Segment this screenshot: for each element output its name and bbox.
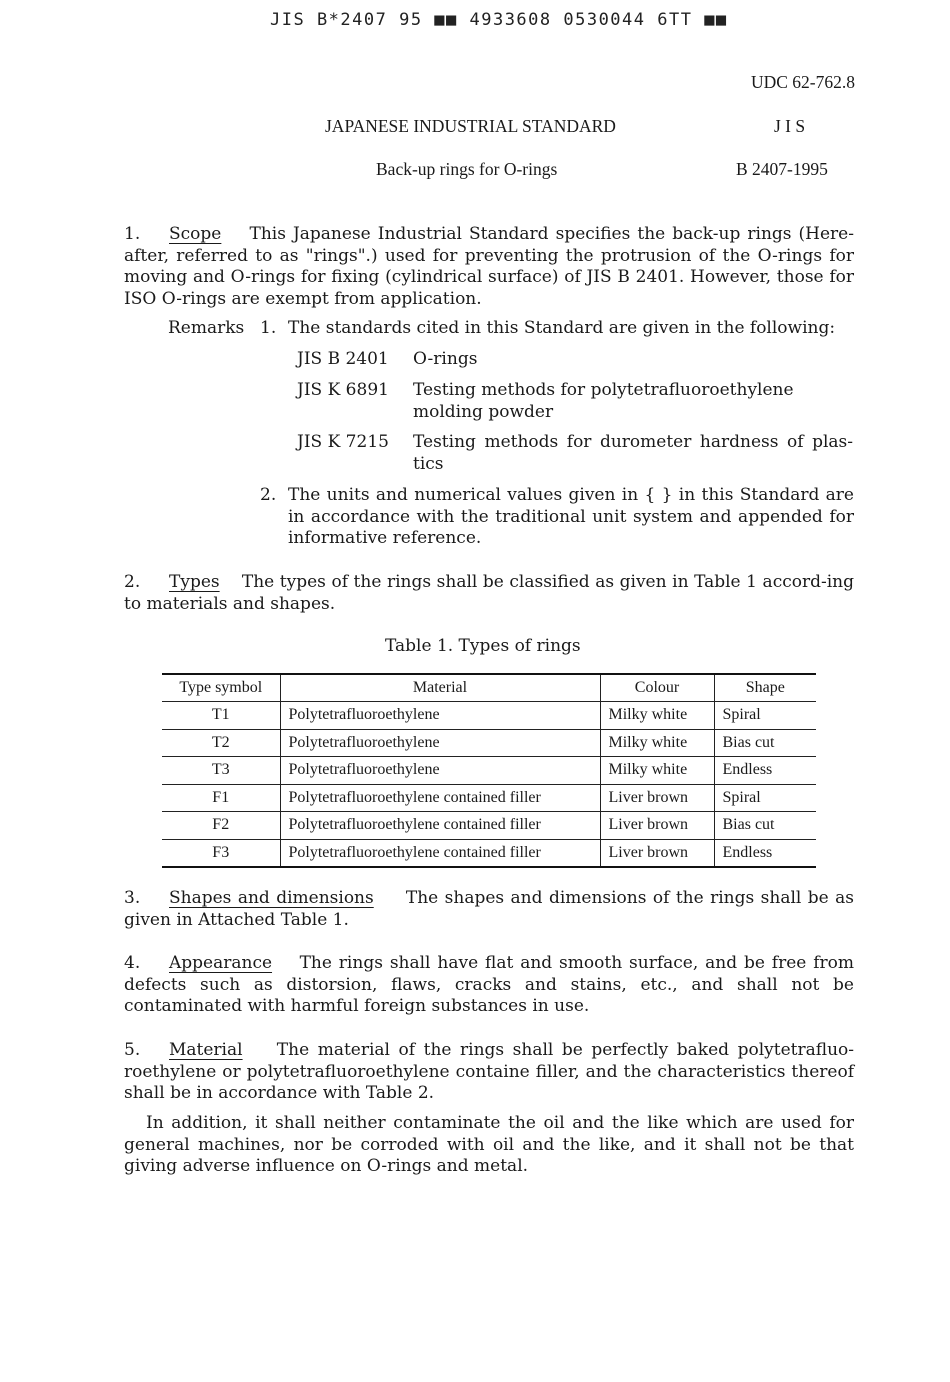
table-row xyxy=(162,784,816,812)
section-heading: Material xyxy=(169,1040,243,1060)
shape-cell: Bias cut xyxy=(714,729,816,757)
column-header: Colour xyxy=(600,674,714,702)
colour-cell: Milky white xyxy=(600,702,714,730)
type-symbol-cell: T2 xyxy=(162,729,280,757)
standard-code: B 2407-1995 xyxy=(736,159,828,179)
page-title: Back-up rings for O-rings xyxy=(376,159,558,179)
colour-cell: Liver brown xyxy=(600,839,714,867)
column-header: Type symbol xyxy=(162,674,280,702)
standard-name: JAPANESE INDUSTRIAL STANDARD xyxy=(325,116,616,136)
cited-code: JIS B 2401 xyxy=(297,349,389,369)
section-text: The types of the rings shall be classified as given in Table 1 accord-ing to materials and shapes. xyxy=(124,572,854,614)
remarks-label: Remarks xyxy=(168,318,245,338)
section-types xyxy=(124,572,854,615)
section-text: This Japanese Industrial Standard specifies the back-up rings (Here-after, referred to as "rings".) used for preventing the protrusion of the O-rings for moving and O-rings for fixing (cylindrical surface) of JIS B 2401. However, those for ISO O-rings are exempt from application. xyxy=(124,224,854,310)
colour-cell: Liver brown xyxy=(600,784,714,812)
section-heading: Appearance xyxy=(169,953,273,973)
colour-cell: Liver brown xyxy=(600,812,714,840)
remark-2-text: The units and numerical values given in { } in this Standard are in accordance with the traditional unit system and appended for informative reference. xyxy=(288,485,854,549)
table-row xyxy=(162,812,816,840)
shape-cell: Spiral xyxy=(714,784,816,812)
section-heading: Types xyxy=(169,572,220,592)
section-material xyxy=(124,1040,854,1105)
section-text: The material of the rings shall be perfectly baked polytetrafluo-roethylene or polytetrafluoroethylene containe filler, and the characteristics thereof shall be in accordance with Table 2. xyxy=(124,1040,854,1104)
cited-code: JIS K 7215 xyxy=(297,432,389,452)
material-cell: Polytetrafluoroethylene contained filler xyxy=(280,839,600,867)
cited-title: O-rings xyxy=(413,349,478,369)
remark-1-number: 1. xyxy=(260,318,277,338)
table-caption: Table 1. Types of rings xyxy=(385,636,581,656)
remark-2-number: 2. xyxy=(260,485,277,505)
table-row xyxy=(162,757,816,785)
section-text: The rings shall have flat and smooth surface, and be free from defects such as distorsion, flaws, cracks and stains, etc., and shall not be contaminated with harmful foreign substances in use. xyxy=(124,953,855,1017)
type-symbol-cell: F1 xyxy=(162,784,280,812)
section-shapes-dimensions xyxy=(124,888,854,931)
material-paragraph-2: In addition, it shall neither contaminate the oil and the like which are used for general machines, nor be corroded with oil and the like, and it shall not be that giving adverse influence on O-rings and metal. xyxy=(124,1113,854,1177)
colour-cell: Milky white xyxy=(600,757,714,785)
material-cell: Polytetrafluoroethylene xyxy=(280,702,600,730)
section-heading: Scope xyxy=(169,224,222,244)
shape-cell: Endless xyxy=(714,839,816,867)
section-heading: Shapes and dimensions xyxy=(169,888,374,908)
material-cell: Polytetrafluoroethylene xyxy=(280,757,600,785)
jis-mark: J I S xyxy=(774,116,806,136)
section-number: 2. xyxy=(124,572,141,592)
shape-cell: Spiral xyxy=(714,702,816,730)
type-symbol-cell: T1 xyxy=(162,702,280,730)
shape-cell: Bias cut xyxy=(714,812,816,840)
cited-title: Testing methods for durometer hardness of plas-tics xyxy=(413,432,853,474)
section-text: The shapes and dimensions of the rings shall be as given in Attached Table 1. xyxy=(124,888,854,930)
table-row xyxy=(162,702,816,730)
column-header: Shape xyxy=(714,674,816,702)
section-scope xyxy=(124,224,854,311)
material-cell: Polytetrafluoroethylene xyxy=(280,729,600,757)
scan-code: JIS B*2407 95 ■■ 4933608 0530044 6TT ■■ xyxy=(270,10,728,30)
section-number: 5. xyxy=(124,1040,141,1060)
shape-cell: Endless xyxy=(714,757,816,785)
remark-1-text: The standards cited in this Standard are given in the following: xyxy=(288,318,836,338)
udc-number: UDC 62-762.8 xyxy=(750,72,855,92)
cited-title: Testing methods for polytetrafluoroethylene molding powder xyxy=(413,380,794,422)
cited-code: JIS K 6891 xyxy=(297,380,389,400)
table-header-row xyxy=(162,674,816,702)
material-cell: Polytetrafluoroethylene contained filler xyxy=(280,812,600,840)
column-header: Material xyxy=(280,674,600,702)
type-symbol-cell: T3 xyxy=(162,757,280,785)
types-table xyxy=(162,673,816,868)
section-appearance xyxy=(124,953,854,1018)
colour-cell: Milky white xyxy=(600,729,714,757)
table-row xyxy=(162,729,816,757)
material-cell: Polytetrafluoroethylene contained filler xyxy=(280,784,600,812)
section-number: 4. xyxy=(124,953,141,973)
type-symbol-cell: F3 xyxy=(162,839,280,867)
type-symbol-cell: F2 xyxy=(162,812,280,840)
section-number: 1. xyxy=(124,224,141,244)
section-number: 3. xyxy=(124,888,141,908)
table-row xyxy=(162,839,816,867)
